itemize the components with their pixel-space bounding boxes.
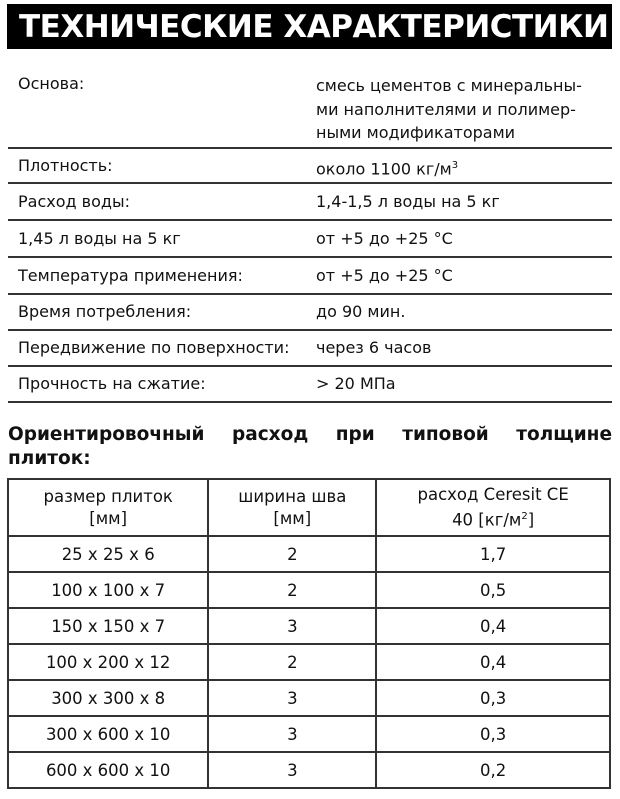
spec-row	[8, 221, 612, 258]
joint-width-cell: 3	[208, 608, 376, 644]
tile-size-cell: 100 x 100 x 7	[8, 572, 208, 608]
table-row	[8, 644, 610, 680]
spec-row	[8, 66, 612, 149]
consumption-table	[7, 478, 611, 789]
spec-label: Плотность:	[18, 156, 113, 175]
consumption-heading: Ориентировочный расход при типовой толщине плиток:	[8, 424, 612, 469]
header-joint-width: ширина шва [мм]	[208, 479, 376, 536]
tile-size-cell: 300 x 600 x 10	[8, 716, 208, 752]
spec-row	[8, 149, 612, 184]
tile-size-cell: 25 x 25 x 6	[8, 536, 208, 572]
table-row	[8, 716, 610, 752]
joint-width-cell: 3	[208, 680, 376, 716]
tile-size-cell: 100 x 200 x 12	[8, 644, 208, 680]
spec-label: Расход воды:	[18, 192, 130, 211]
joint-width-cell: 2	[208, 644, 376, 680]
spec-label: 1,45 л воды на 5 кг	[18, 229, 181, 248]
spec-value: > 20 МПа	[316, 374, 396, 393]
section-title-bar	[7, 4, 612, 49]
consumption-cell: 0,2	[376, 752, 610, 788]
spec-value: от +5 до +25 °C	[316, 229, 453, 248]
spec-row	[8, 295, 612, 331]
spec-label: Прочность на сжатие:	[18, 374, 206, 393]
tile-size-cell: 150 x 150 x 7	[8, 608, 208, 644]
table-row	[8, 680, 610, 716]
table-row	[8, 608, 610, 644]
tile-size-cell: 300 x 300 x 8	[8, 680, 208, 716]
header-consumption: расход Ceresit CE 40 $[кг/м^2]$	[376, 479, 610, 536]
consumption-cell: 0,3	[376, 680, 610, 716]
spec-label: Основа:	[18, 74, 85, 93]
table-header-row	[8, 479, 610, 536]
spec-row	[8, 258, 612, 295]
tile-size-cell: 600 x 600 x 10	[8, 752, 208, 788]
spec-row	[8, 367, 612, 403]
spec-value: через 6 часов	[316, 338, 432, 357]
spec-value: 1,4-1,5 л воды на 5 кг	[316, 192, 500, 211]
spec-row	[8, 184, 612, 221]
consumption-cell: 0,4	[376, 644, 610, 680]
table-row	[8, 752, 610, 788]
consumption-cell: 0,3	[376, 716, 610, 752]
joint-width-cell: 3	[208, 716, 376, 752]
consumption-cell: 0,5	[376, 572, 610, 608]
spec-value: от +5 до +25 °C	[316, 266, 453, 285]
spec-value: около 1100 $кг/м^3$	[316, 159, 459, 179]
section-title: ТЕХНИЧЕСКИЕ ХАРАКТЕРИСТИКИ	[19, 9, 609, 45]
header-tile-size: размер плиток [мм]	[8, 479, 208, 536]
spec-label: Температура применения:	[18, 266, 243, 285]
spec-value: до 90 мин.	[316, 302, 406, 321]
spec-label: Время потребления:	[18, 302, 192, 321]
spec-value: смесь цементов с минеральны- ми наполнителями и полимер- ными модификаторами	[316, 76, 582, 142]
spec-label: Передвижение по поверхности:	[18, 338, 290, 357]
consumption-cell: 0,4	[376, 608, 610, 644]
consumption-cell: 1,7	[376, 536, 610, 572]
joint-width-cell: 2	[208, 572, 376, 608]
table-row	[8, 536, 610, 572]
spec-row	[8, 331, 612, 367]
joint-width-cell: 3	[208, 752, 376, 788]
joint-width-cell: 2	[208, 536, 376, 572]
table-row	[8, 572, 610, 608]
